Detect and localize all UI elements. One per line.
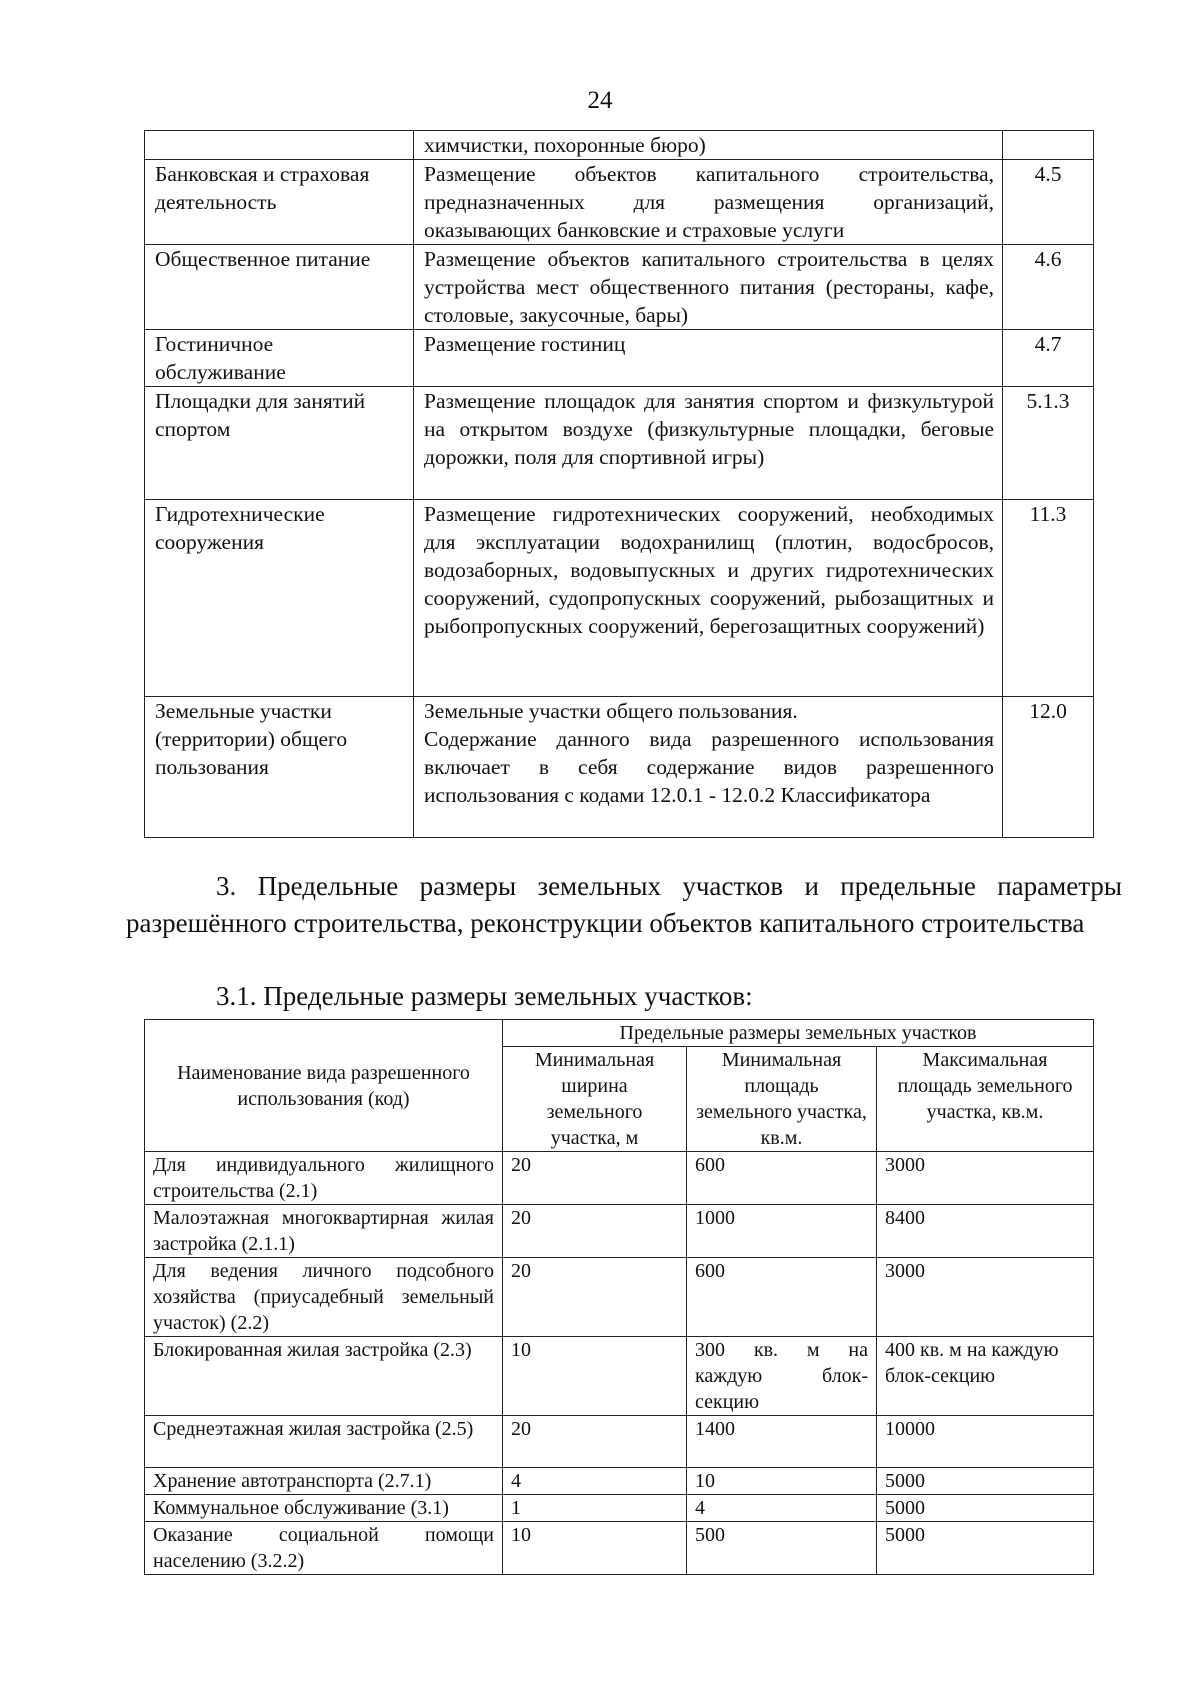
min-area-cell: 600 (687, 1258, 877, 1337)
table-row (145, 1522, 1094, 1575)
min-width-cell: 10 (503, 1337, 687, 1416)
min-width-cell: 20 (503, 1205, 687, 1258)
use-type-cell: Оказание социальной помощи населению (3.2.2) (145, 1522, 503, 1575)
table-row (145, 160, 1094, 245)
table-row (145, 1337, 1094, 1416)
land-use-types-table (144, 130, 1094, 838)
column-header-use-type: Наименование вида разрешенного использования (код) (145, 1020, 503, 1152)
use-type-cell: Малоэтажная многоквартирная жилая застройка (2.1.1) (145, 1205, 503, 1258)
use-type-name: Банковская и страховая деятельность (145, 160, 414, 245)
min-area-cell: 600 (687, 1152, 877, 1205)
use-type-description (414, 697, 1003, 838)
table-row (145, 330, 1094, 387)
use-type-description-line: Земельные участки общего пользования. (424, 699, 798, 723)
use-type-cell: Блокированная жилая застройка (2.3) (145, 1337, 503, 1416)
max-area-cell: 5000 (877, 1495, 1094, 1522)
use-type-cell: Среднеэтажная жилая застройка (2.5) (145, 1416, 503, 1468)
table-row (145, 1205, 1094, 1258)
min-area-cell: 300 кв. м на каждую блок-секцию (687, 1337, 877, 1416)
min-area-cell: 10 (687, 1468, 877, 1495)
section-heading: 3. Предельные размеры земельных участков и предельные параметры разрешённого строительства, реконструкции объектов капитального строительства (126, 871, 1122, 938)
use-type-description: Размещение гидротехнических сооружений, необходимых для эксплуатации водохранилищ (плотин, водосбросов, водозаборных, водовыпускных и других гидротехнических сооружений, судопропускных сооружений, рыбозащитных и рыбопропускных сооружений, берегозащитных сооружений) (414, 500, 1003, 697)
use-type-description: Размещение гостиниц (414, 330, 1003, 387)
use-type-code: 4.7 (1003, 330, 1094, 387)
subsection-heading: 3.1. Предельные размеры земельных участков: (216, 981, 753, 1011)
use-type-cell: Для индивидуального жилищного строительства (2.1) (145, 1152, 503, 1205)
min-area-cell: 1000 (687, 1205, 877, 1258)
use-type-cell: Для ведения личного подсобного хозяйства (приусадебный земельный участок) (2.2) (145, 1258, 503, 1337)
max-area-cell: 8400 (877, 1205, 1094, 1258)
use-type-description: химчистки, похоронные бюро) (414, 131, 1003, 160)
table-row (145, 1152, 1094, 1205)
table-row (145, 697, 1094, 838)
max-area-cell: 5000 (877, 1468, 1094, 1495)
max-area-cell: 5000 (877, 1522, 1094, 1575)
min-area-cell: 1400 (687, 1416, 877, 1468)
table-row (145, 1416, 1094, 1468)
max-area-cell: 3000 (877, 1152, 1094, 1205)
use-type-name: Площадки для занятий спортом (145, 387, 414, 500)
use-type-description: Размещение объектов капитального строительства, предназначенных для размещения организаций, оказывающих банковские и страховые услуги (414, 160, 1003, 245)
max-area-cell: 10000 (877, 1416, 1094, 1468)
use-type-code: 4.6 (1003, 245, 1094, 330)
use-type-name: Общественное питание (145, 245, 414, 330)
table-row (145, 1495, 1094, 1522)
use-type-description: Размещение площадок для занятия спортом и физкультурой на открытом воздухе (физкультурные площадки, беговые дорожки, поля для спортивной игры) (414, 387, 1003, 500)
use-type-code: 11.3 (1003, 500, 1094, 697)
use-type-description-note: Содержание данного вида разрешенного использования включает в себя содержание видов разрешенного использования с кодами 12.0.1 - 12.0.2 Классификатора (424, 727, 994, 807)
use-type-description: Размещение объектов капитального строительства в целях устройства мест общественного питания (рестораны, кафе, столовые, закусочные, бары) (414, 245, 1003, 330)
use-type-code: 4.5 (1003, 160, 1094, 245)
table-row (145, 500, 1094, 697)
column-header-max-area: Максимальная площадь земельного участка, кв.м. (877, 1047, 1094, 1152)
land-plot-limits-table (144, 1019, 1094, 1575)
header-row (145, 1020, 1094, 1047)
min-width-cell: 10 (503, 1522, 687, 1575)
table-row (145, 387, 1094, 500)
use-type-code: 5.1.3 (1003, 387, 1094, 500)
min-width-cell: 20 (503, 1416, 687, 1468)
min-area-cell: 4 (687, 1495, 877, 1522)
use-type-code (1003, 131, 1094, 160)
min-width-cell: 20 (503, 1152, 687, 1205)
min-width-cell: 4 (503, 1468, 687, 1495)
table-row (145, 1468, 1094, 1495)
table-row (145, 245, 1094, 330)
max-area-cell: 3000 (877, 1258, 1094, 1337)
min-width-cell: 1 (503, 1495, 687, 1522)
min-width-cell: 20 (503, 1258, 687, 1337)
page-number: 24 (587, 87, 613, 114)
min-area-cell: 500 (687, 1522, 877, 1575)
column-group-header: Предельные размеры земельных участков (503, 1020, 1094, 1047)
use-type-code: 12.0 (1003, 697, 1094, 838)
use-type-name: Гостиничное обслуживание (145, 330, 414, 387)
use-type-name: Земельные участки (территории) общего пользования (145, 697, 414, 838)
use-type-cell: Коммунальное обслуживание (3.1) (145, 1495, 503, 1522)
use-type-name: Гидротехнические сооружения (145, 500, 414, 697)
column-header-min-area: Минимальная площадь земельного участка, кв.м. (687, 1047, 877, 1152)
table-row (145, 1258, 1094, 1337)
column-header-min-width: Минимальная ширина земельного участка, м (503, 1047, 687, 1152)
use-type-cell: Хранение автотранспорта (2.7.1) (145, 1468, 503, 1495)
use-type-name (145, 131, 414, 160)
table-row (145, 131, 1094, 160)
max-area-cell: 400 кв. м на каждую блок-секцию (877, 1337, 1094, 1416)
